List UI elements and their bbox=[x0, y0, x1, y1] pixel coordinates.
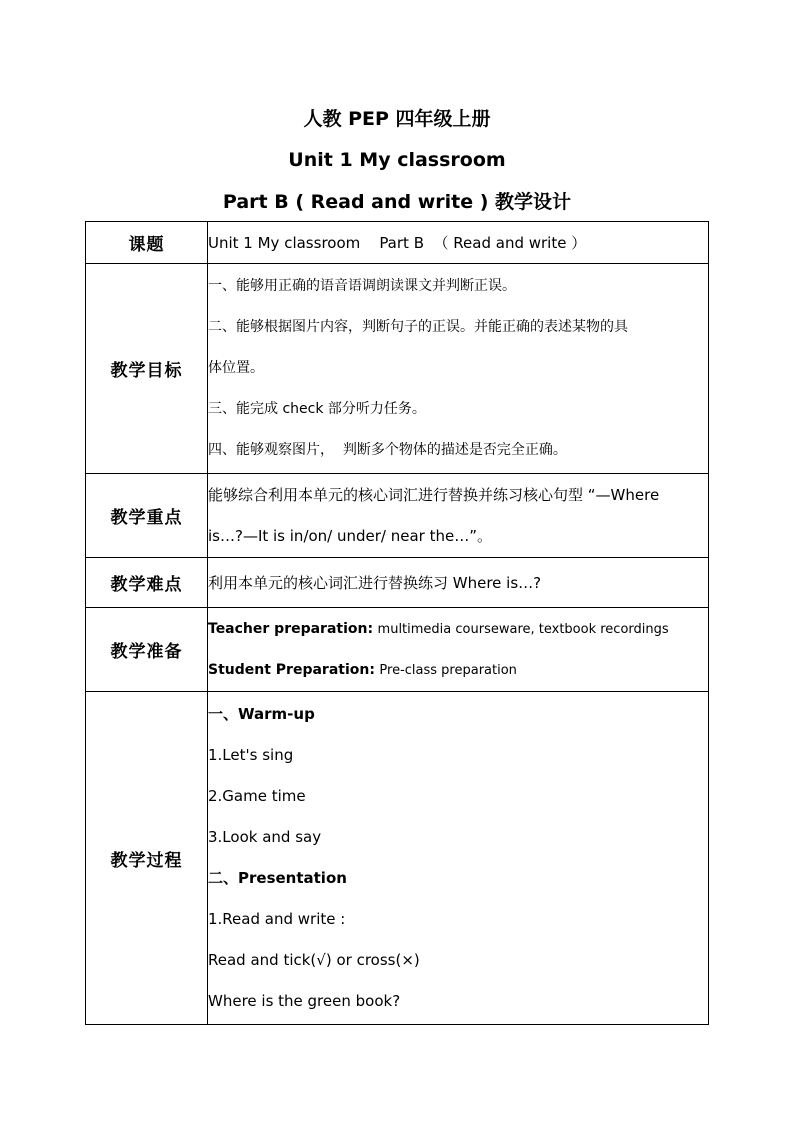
document-title: 人教 PEP 四年级上册 bbox=[303, 108, 491, 130]
topic-value bbox=[208, 222, 709, 264]
student-preparation bbox=[208, 650, 708, 691]
difficulties-text: 利用本单元的核心词汇进行替换练习 Where is…? bbox=[208, 574, 542, 592]
topic-row bbox=[86, 222, 709, 264]
teacher-preparation-label: Teacher preparation: bbox=[208, 620, 374, 637]
presentation-heading: 二、Presentation bbox=[208, 869, 347, 887]
unit-title: Unit 1 My classroom bbox=[288, 149, 506, 171]
topic-label: 课题 bbox=[86, 222, 208, 264]
presentation-item: 1.Read and write : bbox=[208, 910, 346, 928]
warmup-heading: 一、Warm-up bbox=[208, 705, 315, 723]
preparation-row bbox=[86, 608, 709, 692]
preparation-label: 教学准备 bbox=[86, 608, 208, 692]
preparation-content bbox=[208, 608, 709, 692]
key-points-label: 教学重点 bbox=[86, 474, 208, 558]
teacher-preparation bbox=[208, 609, 708, 650]
objective-item: 一、能够用正确的语音语调朗读课文并判断正误。 bbox=[208, 278, 516, 294]
objective-item: 四、能够观察图片， 判断多个物体的描述是否完全正确。 bbox=[208, 442, 567, 458]
presentation-item: Read and tick(√) or cross(×) bbox=[208, 951, 420, 969]
objective-item: 三、能完成 check 部分听力任务。 bbox=[208, 401, 426, 417]
objectives-row bbox=[86, 264, 709, 474]
warmup-item: 1.Let's sing bbox=[208, 746, 294, 764]
student-preparation-value: Pre-class preparation bbox=[379, 662, 517, 678]
key-points-content bbox=[208, 474, 709, 558]
process-content bbox=[208, 692, 709, 1025]
difficulties-content bbox=[208, 558, 709, 608]
key-points-line: is…?—It is in/on/ under/ near the…”。 bbox=[208, 526, 493, 545]
teacher-preparation-value: multimedia courseware, textbook recordings bbox=[377, 621, 669, 637]
objectives-content bbox=[208, 264, 709, 474]
objectives-label: 教学目标 bbox=[86, 264, 208, 474]
warmup-item: 3.Look and say bbox=[208, 828, 322, 846]
student-preparation-label: Student Preparation: bbox=[208, 661, 375, 678]
difficulties-label: 教学难点 bbox=[86, 558, 208, 608]
objective-item: 体位置。 bbox=[208, 360, 264, 376]
difficulties-row bbox=[86, 558, 709, 608]
key-points-row bbox=[86, 474, 709, 558]
key-points-line: 能够综合利用本单元的核心词汇进行替换并练习核心句型 “—Where bbox=[208, 485, 660, 504]
warmup-item: 2.Game time bbox=[208, 787, 306, 805]
process-label: 教学过程 bbox=[86, 692, 208, 1025]
lesson-title: Part B ( Read and write ) 教学设计 bbox=[222, 191, 572, 213]
lesson-plan-table bbox=[85, 221, 709, 1025]
topic-text: Unit 1 My classroom Part B （ Read and write ） bbox=[208, 234, 587, 252]
objective-item: 二、能够根据图片内容，判断句子的正误。并能正确的表述某物的具 bbox=[208, 319, 628, 335]
presentation-item: Where is the green book? bbox=[208, 992, 401, 1010]
process-row bbox=[86, 692, 709, 1025]
